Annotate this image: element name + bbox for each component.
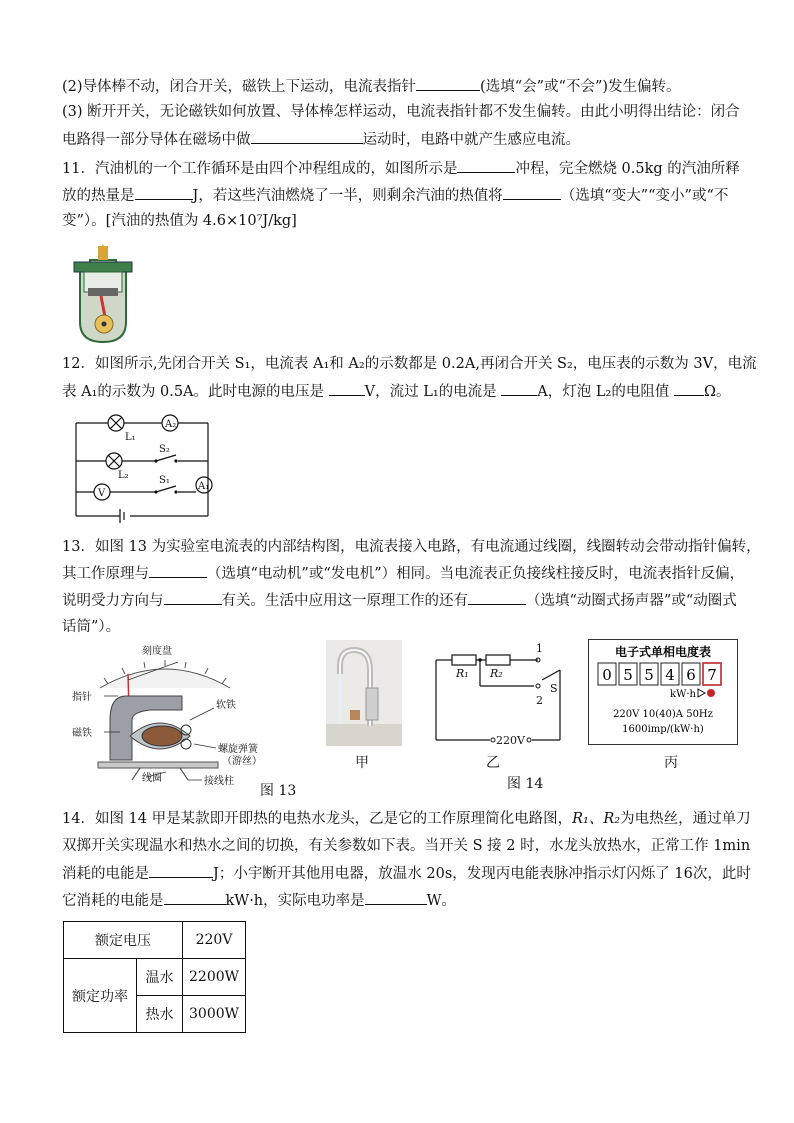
figure-14-caption: 图 14 bbox=[507, 776, 544, 792]
meter-digit: 5 bbox=[623, 666, 633, 684]
faucet-circuit-diagram bbox=[430, 640, 572, 746]
rated-voltage-value: 220V bbox=[183, 922, 246, 959]
q11-line3: 变”）。[汽油的热值为 4.6×10⁷J/kg] bbox=[62, 213, 297, 229]
q10-line4: 电路得一部分导体在磁场中做 运动时，电路中就产生感应电流。 bbox=[62, 129, 580, 150]
q11-line2: 放的热量是 J，若这些汽油燃烧了一半，则剩余汽油的热值将 （选填“变大”“变小”或“不 bbox=[62, 185, 728, 206]
meter-digit: 0 bbox=[602, 666, 612, 684]
answer-blank[interactable] bbox=[251, 129, 363, 144]
label-s1: S₁ bbox=[159, 475, 170, 486]
table-row bbox=[64, 922, 246, 959]
answer-blank[interactable] bbox=[503, 185, 561, 200]
q13-line1: 13．如图 13 为实验室电流表的内部结构图，电流表接入电路，有电流通过线圈，线圈转动会带动指针偏转， bbox=[62, 539, 761, 555]
label-l1: L₁ bbox=[125, 432, 136, 443]
warm-label: 温水 bbox=[137, 959, 183, 996]
engine-cylinder-figure bbox=[68, 242, 138, 346]
hot-value: 3000W bbox=[183, 996, 246, 1033]
fig14-jia-label: 甲 bbox=[355, 755, 369, 771]
fig13-label-pointer: 指针 bbox=[72, 692, 92, 703]
answer-blank[interactable] bbox=[135, 185, 193, 200]
q13-line2: 其工作原理与 （选填“电动机”或“发电机”）相同。当电流表正负接线柱接反时，电流表指针反偏， bbox=[62, 563, 744, 584]
q14-line1: 14．如图 14 甲是某款即开即热的电热水龙头，乙是它的工作原理简化电路图，R₁、R₂为电热丝，通过单刀 bbox=[62, 811, 751, 827]
fig13-label-dial: 刻度盘 bbox=[142, 646, 172, 657]
hot-label: 热水 bbox=[137, 996, 183, 1033]
answer-blank[interactable] bbox=[501, 381, 537, 396]
meter-digit: 7 bbox=[707, 666, 717, 684]
answer-blank[interactable] bbox=[457, 158, 515, 173]
label-v: V bbox=[98, 488, 106, 499]
fig14-yi-label: 乙 bbox=[486, 755, 500, 771]
label-a1: A₁ bbox=[198, 481, 210, 492]
q14-line2: 双掷开关实现温水和热水之间的切换，有关参数如下表。当开关 S 接 2 时，水龙头放热水，正常工作 1min bbox=[62, 838, 751, 854]
answer-blank[interactable] bbox=[329, 381, 365, 396]
fig13-label-hair: （游丝） bbox=[222, 756, 262, 767]
meter-digit: 4 bbox=[665, 666, 675, 684]
answer-blank[interactable] bbox=[149, 563, 207, 578]
fig14-bing-label: 丙 bbox=[664, 755, 678, 771]
label-terminal-2: 2 bbox=[536, 694, 543, 707]
q13-line3: 说明受力方向与 有关。生活中应用这一原理工作的还有 （选填“动圈式扬声器”或“动圈式 bbox=[62, 590, 737, 611]
q12-line2: 表 A₁的示数为 0.5A。此时电源的电压是 V，流过 L₁的电流是 A，灯泡 L₂的电阻值 Ω。 bbox=[62, 381, 730, 402]
q10-line3: (3) 断开开关，无论磁铁如何放置、导体棒怎样运动，电流表指针都不发生偏转。由此小明得出结论：闭合 bbox=[62, 104, 740, 120]
label-switch-s: S bbox=[550, 682, 558, 695]
q11-line1: 11．汽油机的一个工作循环是由四个冲程组成的，如图所示是 冲程，完全燃烧 0.5kg 的汽油所释 bbox=[62, 158, 740, 179]
answer-blank[interactable] bbox=[164, 890, 226, 905]
label-a2: A₂ bbox=[165, 419, 177, 430]
meter-digit: 5 bbox=[644, 666, 654, 684]
label-terminal-1: 1 bbox=[536, 642, 543, 655]
answer-blank[interactable] bbox=[674, 381, 704, 396]
faucet-parameter-table bbox=[63, 921, 246, 1033]
figure-13-caption: 图 13 bbox=[260, 783, 297, 799]
label-220v: 220V bbox=[496, 734, 525, 746]
answer-blank[interactable] bbox=[164, 590, 222, 605]
label-l2: L₂ bbox=[118, 470, 129, 481]
fig13-label-spring: 螺旋弹簧 bbox=[218, 744, 258, 755]
q12-line1: 12．如图所示,先闭合开关 S₁，电流表 A₁和 A₂的示数都是 0.2A,再闭合开关 S₂，电压表的示数为 3V，电流 bbox=[62, 356, 757, 372]
fig13-label-iron: 软铁 bbox=[216, 700, 236, 711]
meter-digit: 6 bbox=[686, 666, 696, 684]
fig13-label-coil: 线圈 bbox=[142, 773, 162, 784]
rated-voltage-label: 额定电压 bbox=[64, 922, 183, 959]
q10-line2: (2)导体棒不动，闭合开关，磁铁上下运动，电流表指针 (选填“会”或“不会”)发生偏转。 bbox=[62, 76, 681, 97]
answer-blank[interactable] bbox=[468, 590, 526, 605]
q12-circuit-diagram bbox=[68, 408, 220, 526]
meter-spec2: 1600imp/(kW·h) bbox=[622, 724, 704, 735]
rated-power-label: 额定功率 bbox=[64, 959, 137, 1033]
q14-line4: 它消耗的电能是 kW·h，实际电功率是 W。 bbox=[62, 890, 456, 911]
label-s2: S₂ bbox=[159, 444, 170, 455]
ammeter-structure-figure bbox=[70, 640, 310, 792]
pulse-indicator-light bbox=[707, 689, 715, 697]
label-r1: R₁ bbox=[456, 667, 469, 680]
electricity-meter-figure bbox=[588, 639, 738, 745]
label-r2: R₂ bbox=[490, 667, 503, 680]
faucet-photo bbox=[326, 640, 402, 746]
fig13-label-terminal: 接线柱 bbox=[204, 776, 234, 787]
answer-blank[interactable] bbox=[416, 76, 480, 91]
meter-title: 电子式单相电度表 bbox=[614, 645, 712, 659]
table-row bbox=[64, 959, 246, 996]
answer-blank[interactable] bbox=[149, 863, 213, 878]
meter-spec1: 220V 10(40)A 50Hz bbox=[613, 709, 713, 720]
fig13-label-magnet: 磁铁 bbox=[72, 728, 92, 739]
warm-value: 2200W bbox=[183, 959, 246, 996]
answer-blank[interactable] bbox=[365, 890, 427, 905]
q14-line3: 消耗的电能是 J；小宇断开其他用电器，放温水 20s，发现丙电能表脉冲指示灯闪烁了 16次，此时 bbox=[62, 863, 751, 884]
q13-line4: 话筒”）。 bbox=[62, 619, 121, 635]
meter-unit: kW·h bbox=[670, 689, 696, 700]
